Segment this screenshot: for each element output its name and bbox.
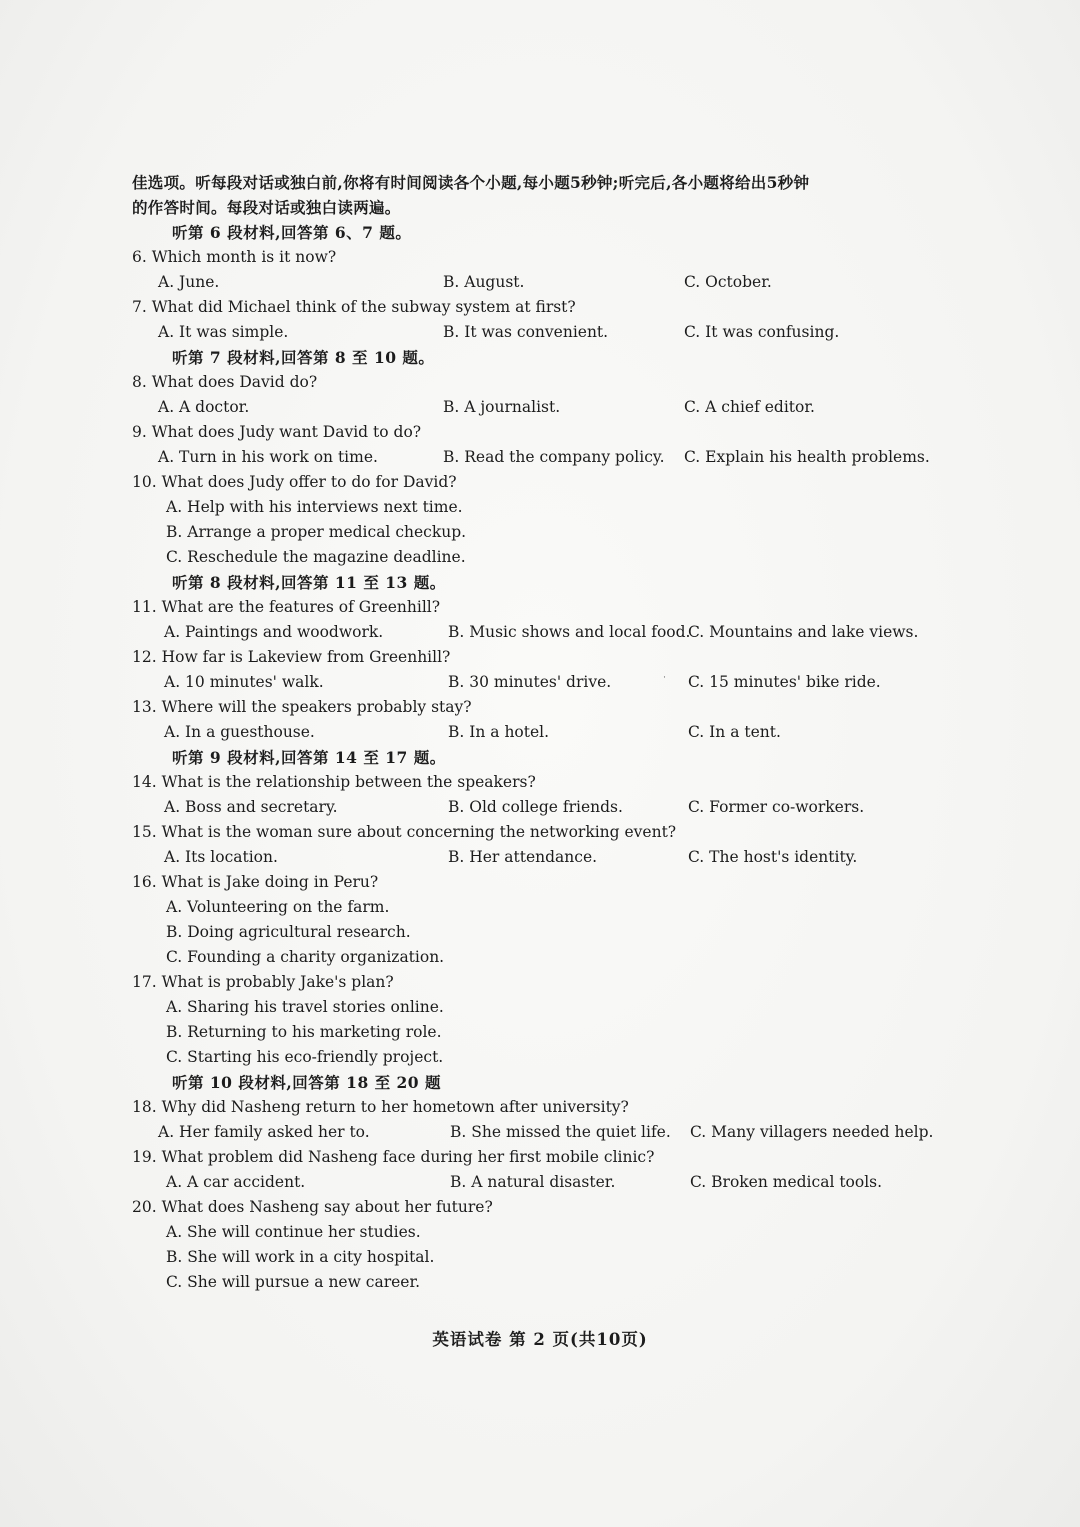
question-number: 15. — [132, 823, 157, 841]
instructions-line-1: 佳选项。听每段对话或独白前,你将有时间阅读各个小题,每小题5秒钟;听完后,各小题将给出5秒钟 — [132, 173, 810, 192]
question-16 — [132, 870, 962, 895]
instructions-line-2: 的作答时间。每段对话或独白读两遍。 — [132, 198, 401, 217]
option-c: C. Broken medical tools. — [690, 1173, 883, 1191]
question-number: 10. — [132, 473, 157, 491]
option-c: C. Many villagers needed help. — [690, 1123, 934, 1141]
option-b: B. It was convenient. — [443, 323, 609, 341]
option-a: A. Her family asked her to. — [158, 1123, 370, 1141]
question-text: What problem did Nasheng face during her first mobile clinic? — [161, 1148, 655, 1166]
question-text: What is the woman sure about concerning the networking event? — [161, 823, 677, 841]
page-footer: 英语试卷 第 2 页(共10页) — [432, 1330, 648, 1349]
question-text: What is probably Jake's plan? — [161, 973, 394, 991]
option-a: A. 10 minutes' walk. — [164, 673, 324, 691]
question-text: What does David do? — [151, 373, 318, 391]
question-number: 7. — [132, 298, 147, 316]
options-11 — [132, 620, 962, 645]
option-b: B. She will work in a city hospital. — [166, 1248, 435, 1266]
option-c: C. Explain his health problems. — [684, 448, 930, 466]
option-c: C. Reschedule the magazine deadline. — [166, 548, 466, 566]
option-b: B. 30 minutes' drive. — [448, 673, 612, 691]
question-6 — [132, 245, 962, 270]
option-a: A. Its location. — [164, 848, 278, 866]
option-b: B. A journalist. — [443, 398, 561, 416]
option-b: B. In a hotel. — [448, 723, 550, 741]
option-c: C. Former co-workers. — [688, 798, 865, 816]
option-b: B. She missed the quiet life. — [450, 1123, 671, 1141]
option-c: C. Founding a charity organization. — [166, 948, 445, 966]
options-12 — [132, 670, 962, 695]
option-c: C. The host's identity. — [688, 848, 858, 866]
question-text: Where will the speakers probably stay? — [161, 698, 472, 716]
option-c: C. Mountains and lake views. — [688, 623, 919, 641]
question-12 — [132, 645, 962, 670]
option-c: C. In a tent. — [688, 723, 781, 741]
question-10 — [132, 470, 962, 495]
option-b: B. Doing agricultural research. — [166, 923, 411, 941]
question-11 — [132, 595, 962, 620]
option-a: A. A doctor. — [158, 398, 250, 416]
option-c: C. 15 minutes' bike ride. — [688, 673, 881, 691]
section-heading-7: 听第 7 段材料,回答第 8 至 10 题。 — [172, 348, 435, 367]
question-9 — [132, 420, 962, 445]
option-a: A. In a guesthouse. — [164, 723, 315, 741]
option-a: A. Boss and secretary. — [164, 798, 338, 816]
question-number: 14. — [132, 773, 157, 791]
option-c: C. October. — [684, 273, 772, 291]
question-text: How far is Lakeview from Greenhill? — [161, 648, 451, 666]
options-6 — [132, 270, 962, 295]
question-number: 12. — [132, 648, 157, 666]
question-19 — [132, 1145, 962, 1170]
section-heading-8: 听第 8 段材料,回答第 11 至 13 题。 — [172, 573, 446, 592]
question-text: Which month is it now? — [151, 248, 337, 266]
options-13 — [132, 720, 962, 745]
option-c: C. It was confusing. — [684, 323, 840, 341]
question-number: 9. — [132, 423, 147, 441]
option-b: B. A natural disaster. — [450, 1173, 616, 1191]
question-text: What is the relationship between the speakers? — [161, 773, 536, 791]
option-a: A. It was simple. — [158, 323, 289, 341]
option-a: A. A car accident. — [166, 1173, 306, 1191]
exam-content — [132, 170, 962, 1295]
question-number: 20. — [132, 1198, 157, 1216]
question-13 — [132, 695, 962, 720]
question-number: 19. — [132, 1148, 157, 1166]
question-text: What does Judy offer to do for David? — [161, 473, 457, 491]
section-heading-6: 听第 6 段材料,回答第 6、7 题。 — [172, 223, 412, 242]
options-14 — [132, 795, 962, 820]
options-19 — [132, 1170, 962, 1195]
question-number: 11. — [132, 598, 157, 616]
option-c: C. Starting his eco-friendly project. — [166, 1048, 444, 1066]
option-b: B. Old college friends. — [448, 798, 623, 816]
option-b: B. Arrange a proper medical checkup. — [166, 523, 467, 541]
option-a: A. Volunteering on the farm. — [166, 898, 390, 916]
question-text: What are the features of Greenhill? — [161, 598, 441, 616]
option-b: B. Her attendance. — [448, 848, 598, 866]
question-text: What does Judy want David to do? — [151, 423, 422, 441]
options-7 — [132, 320, 962, 345]
question-20 — [132, 1195, 962, 1220]
question-text: What is Jake doing in Peru? — [161, 873, 379, 891]
question-number: 17. — [132, 973, 157, 991]
option-b: B. Returning to his marketing role. — [166, 1023, 442, 1041]
option-a: A. Sharing his travel stories online. — [166, 998, 444, 1016]
option-a: A. Paintings and woodwork. — [164, 623, 384, 641]
options-9 — [132, 445, 962, 470]
option-a: A. June. — [158, 273, 220, 291]
question-number: 18. — [132, 1098, 157, 1116]
option-c: C. She will pursue a new career. — [166, 1273, 421, 1291]
option-c: C. A chief editor. — [684, 398, 815, 416]
question-number: 16. — [132, 873, 157, 891]
option-a: A. She will continue her studies. — [166, 1223, 421, 1241]
question-text: Why did Nasheng return to her hometown after university? — [161, 1098, 629, 1116]
options-15 — [132, 845, 962, 870]
question-number: 13. — [132, 698, 157, 716]
print-speck: ˙ — [662, 676, 667, 687]
option-b: B. August. — [443, 273, 525, 291]
option-b: B. Read the company policy. — [443, 448, 665, 466]
options-18 — [132, 1120, 962, 1145]
section-heading-9: 听第 9 段材料,回答第 14 至 17 题。 — [172, 748, 446, 767]
question-14 — [132, 770, 962, 795]
question-number: 6. — [132, 248, 147, 266]
option-b: B. Music shows and local food. — [448, 623, 691, 641]
option-a: A. Help with his interviews next time. — [166, 498, 463, 516]
question-17 — [132, 970, 962, 995]
options-8 — [132, 395, 962, 420]
question-text: What does Nasheng say about her future? — [161, 1198, 493, 1216]
question-text: What did Michael think of the subway system at first? — [151, 298, 576, 316]
question-15 — [132, 820, 962, 845]
option-a: A. Turn in his work on time. — [158, 448, 378, 466]
question-7 — [132, 295, 962, 320]
section-heading-10: 听第 10 段材料,回答第 18 至 20 题 — [172, 1073, 441, 1092]
question-18 — [132, 1095, 962, 1120]
question-8 — [132, 370, 962, 395]
question-number: 8. — [132, 373, 147, 391]
